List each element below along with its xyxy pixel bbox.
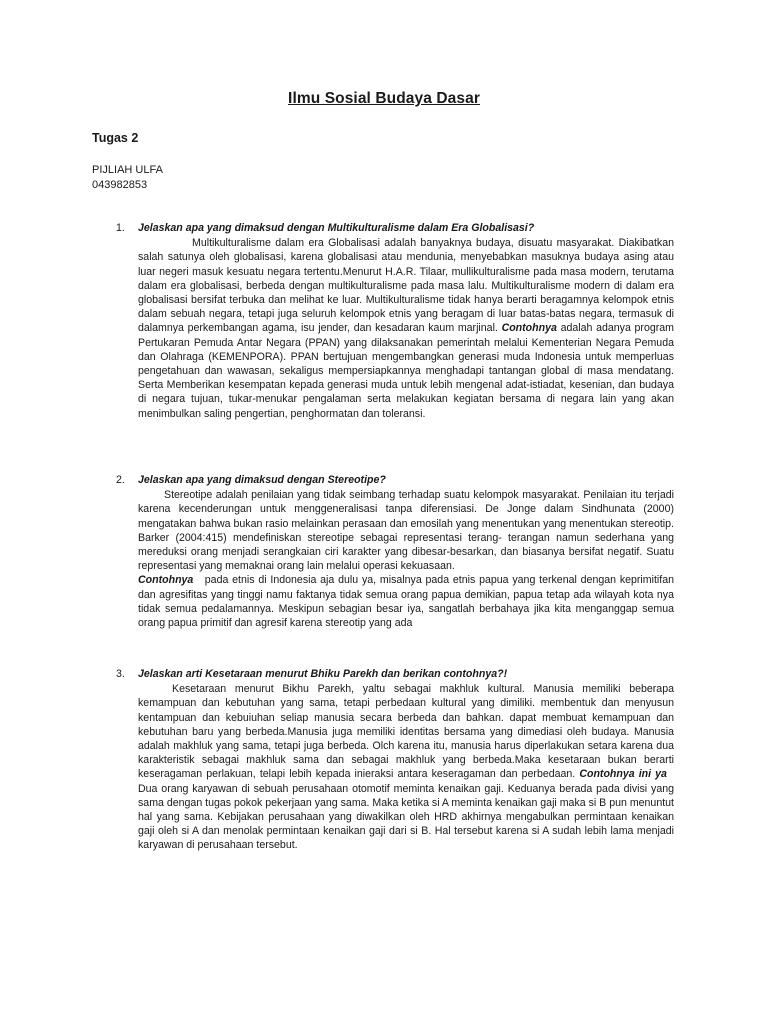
question-2-heading — [116, 473, 674, 487]
author-block — [92, 163, 163, 193]
question-section-3 — [116, 667, 674, 853]
example-paragraph — [138, 573, 674, 630]
answer-text: Kesetaraan menurut Bikhu Parekh, yaltu sebagai makhluk kultural. Manusia memiliki beberapa kemampuan dan kebutuhan yang sama, tetapi perbedaan kultural yang dimiliki. membentuk dan menyusun kentampuan dan kebuiuhan seliap manusia secara berbeda dan bahkan. dapat membuat kemampuan dan kebutuhan baru yang berbeda.Manusia juga memiliki identitas bersama yang dimediasi oleh budaya. Manusia adalah makhluk yang sama, tetapi juga berbeda. Olch karena itu, manusia harus diperlakukan setara karena dua karakteristik sebagai makhluk sama dan sebagai makhluk yang berbeda.Maka kesetaraan bukan berarti keseragaman perlakuan, telapi lebih kepada inieraksi antara keseragaman dan perbedaan. — [138, 683, 674, 781]
question-number: 3. — [116, 668, 125, 680]
example-text: pada etnis di Indonesia aja dulu ya, misalnya pada etnis papua yang terkenal dengan keprimitifan dan agresifitas yang tinggi namu faktanya tidak semua orang papua demikian, papua tetap ada wilayah kota nya tidak semua pedalamannya. Meskipun sebagian besar iya, sangatlah berbahaya jika kita menganggap semua orang papua primitif dan agresif karena stereotip yang ada — [138, 574, 674, 630]
example-label: Contohnya — [138, 574, 194, 587]
answer-paragraph — [138, 682, 674, 852]
answer-text-continued: adalah adanya program Pertukaran Pemuda Antar Negara (PPAN) yang dilaksanakan pemerintah melalui Kementerian Negara Pemuda dan Olahraga (KEMENPORA). PPAN bertujuan mengembangkan generasi muda Indonesia untuk memperluas pengetahuan dan wawasan, sekaligus mempersiapkannya menghadapi tantangan global di masa mendatang. Serta Memberikan kesempatan kepada generasi muda untuk lebih mengenal adat-istiadat, kesenian, dan budaya di negara tujuan, tukar-menukar pengalaman serta melakukan kegiatan bersama di negara lain yang akan menimbulkan saling pengertian, penghormatan dan toleransi. — [138, 322, 674, 420]
question-3-heading — [116, 667, 674, 681]
question-section-2 — [116, 473, 674, 630]
document-title: Ilmu Sosial Budaya Dasar — [288, 90, 480, 107]
answer-text: Multikulturalisme dalam era Globalisasi adalah banyaknya budaya, disuatu masyarakat. Diakibatkan salah satunya oleh globalisasi, karena globalisasi atau mendunia, menyebabkan masuknya budaya asing atau luar negeri masuk kesuatu negara tertentu.Menurut H.A.R. Tilaar, mullikulturalisme pada masa modern, terutama dalam era globalisasi, berbeda dengan multikulturalisme pada masa lalu. Multikulturalisme modern di dalam era globalisasi bersifat terbuka dan melihat ke luar. Multikulturalisme tidak hanya berarti beragamnya kelompok etnis dalam sebuah negara, tetapi juga seluruh kelompok etnis yang beragam di luar batas-batas negara, termasuk di dalamnya perkembangan agama, isu jender, dan kesadaran kaum marjinal. — [138, 237, 674, 335]
answer-text-continued: Dua orang karyawan di sebuah perusahaan otomotif meminta kenaikan gaji. Keduanya berada pada divisi yang sama dengan tugas pokok pekerjaan yang sama. Maka ketika si A meminta kenaikan gaji maka si B pun menuntut hal yang sama. Kebijakan perusahaan yang diwakilkan oleh HRD akhirnya mengabulkan permintaan kenaikan gaji oleh si A dan menolak permintaan kenaikan gaji dari si B. Hal tersebut karena si A sudah lebih lama menjadi karyawan di perusahaan tersebut. — [138, 782, 674, 852]
question-number: 2. — [116, 474, 125, 486]
question-text: Jelaskan apa yang dimaksud dengan Stereotipe? — [138, 474, 386, 486]
question-section-1 — [116, 221, 674, 421]
student-id: 043982853 — [92, 179, 148, 191]
answer-paragraph — [138, 236, 674, 421]
question-1-heading — [116, 221, 674, 235]
question-text: Jelaskan arti Kesetaraan menurut Bhiku Parekh dan berikan contohnya?! — [138, 668, 508, 680]
example-label: Contohnya ini ya — [579, 768, 667, 781]
answer-paragraph: Stereotipe adalah penilaian yang tidak seimbang terhadap suatu kelompok masyarakat. Penilaian itu terjadi karena kecenderungan untuk menggeneralisasi tanpa diferensiasi. De Jonge dalam Sindhunata (2000) mengatakan bahwa bukan rasio melainkan perasaan dan emosilah yang menentukan yang menentukan stereotip. Barker (2004:415) mendefiniskan stereotipe sebagai representasi terang- terangan namun sederhana yang mereduksi orang menjadi serangkaian ciri karakter yang dibesar-besarkan, dan biasanya bersifat negatif. Suatu representasi yang memaknai orang lain melalui operasi kekuasaan. — [138, 489, 674, 573]
example-label: Contohnya — [501, 322, 557, 335]
question-text: Jelaskan apa yang dimaksud dengan Multikulturalisme dalam Era Globalisasi? — [138, 222, 535, 234]
question-number: 1. — [116, 222, 125, 234]
student-name: PIJLIAH ULFA — [92, 164, 163, 176]
assignment-label: Tugas 2 — [92, 131, 139, 145]
